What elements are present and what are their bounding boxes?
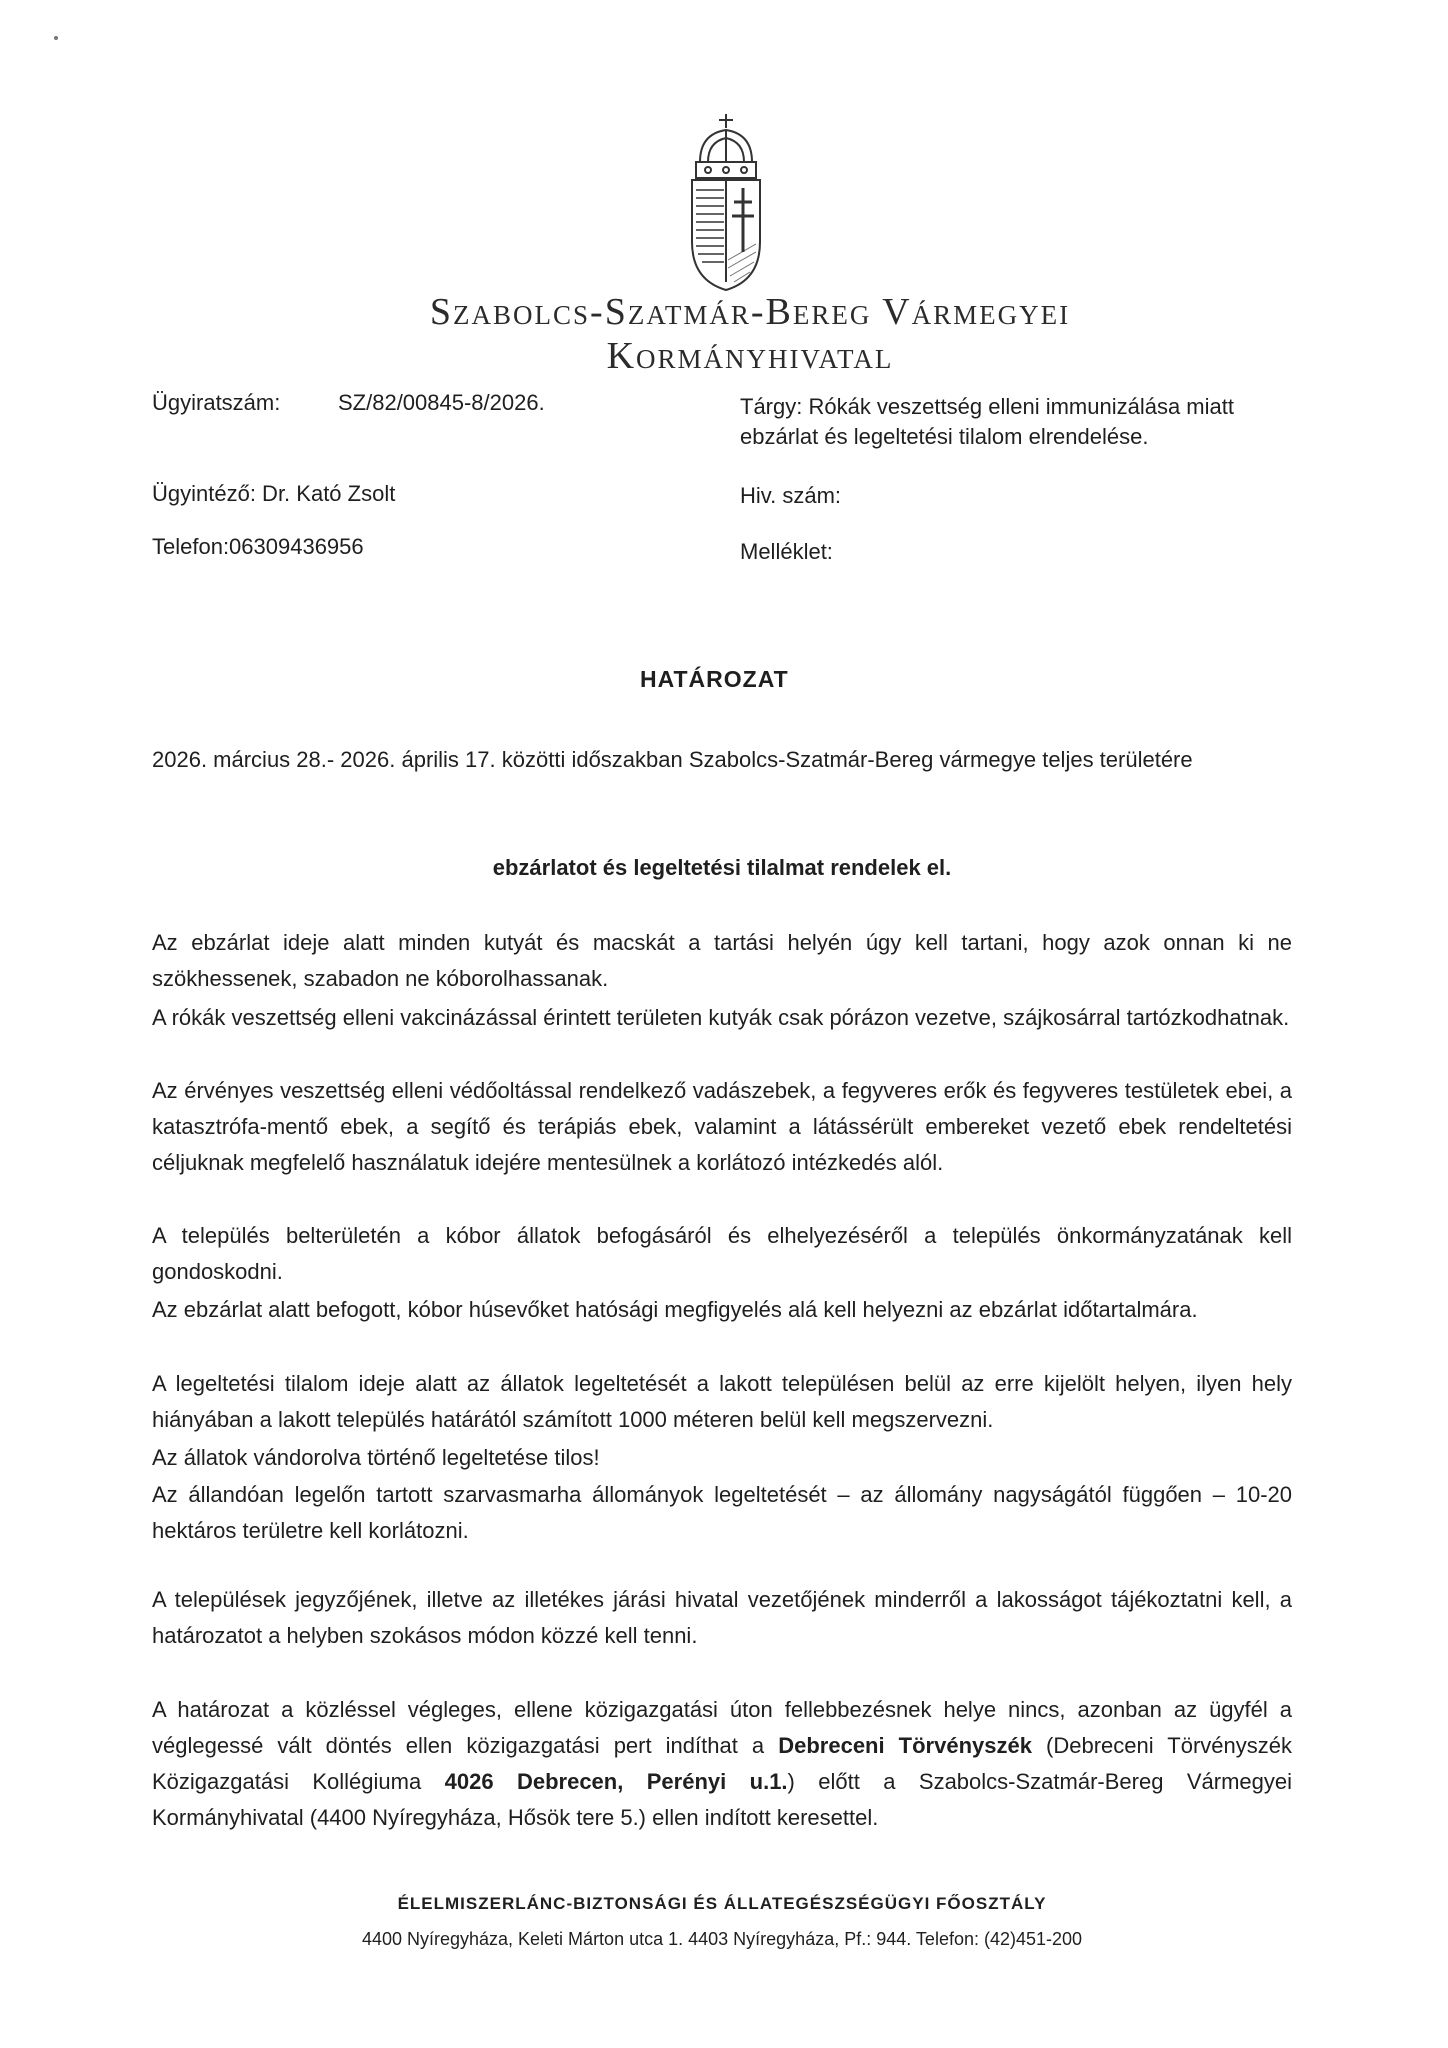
hungarian-coat-of-arms-icon [686, 112, 766, 294]
case-number-label: Ügyiratszám: [152, 390, 281, 415]
scan-speck [54, 36, 58, 40]
subject-line2: ebzárlat és legeltetési tilalom elrendelése. [740, 424, 1149, 449]
rule-paragraph: A legeltetési tilalom ideje alatt az állatok legeltetését a lakott településen belül az erre kijelölt helyen, ilyen hely hiányában a lakott település határától számított 1000 méteren belül kell megszervezni. [152, 1371, 1292, 1432]
appeal-text: ) előtt a Szabolcs-Szatmár-Bereg Vármegyei Kormányhivatal (4400 Nyíregyháza, Hősök tere 5.) ellen indított keresettel. [152, 1769, 1292, 1830]
appeal-paragraph [152, 1692, 1292, 1836]
appeal-text: A határozat a közléssel végleges, ellene közigazgatási úton fellebbezésnek helye nincs, azonban az ügyfél a véglegessé vált döntés ellen közigazgatási pert indíthat a [152, 1697, 1292, 1758]
rule-paragraph: Az állandóan legelőn tartott szarvasmarha állományok legeltetését – az állomány nagyságától függően – 10-20 hektáros területre kell korlátozni. [152, 1482, 1292, 1543]
rule-paragraph: A település belterületén a kóbor állatok befogásáról és elhelyezéséről a település önkormányzatának kell gondoskodni. [152, 1223, 1292, 1284]
court-address: 4026 Debrecen, Perényi u.1. [444, 1769, 788, 1794]
rule-paragraph: Az ebzárlat ideje alatt minden kutyát és macskát a tartási helyén úgy kell tartani, hogy azok onnan ki ne szökhessenek, szabadon ne kóborolhassanak. [152, 930, 1292, 991]
intro-paragraph: 2026. március 28.- 2026. április 17. közötti időszakban Szabolcs-Szatmár-Bereg vármegye teljes területére [152, 747, 1193, 772]
rule-paragraph: A rókák veszettség elleni vakcinázással érintett területen kutyák csak pórázon vezetve, szájkosárral tartózkodhatnak. [152, 1005, 1290, 1030]
case-number-value: SZ/82/00845-8/2026. [338, 390, 545, 415]
rule-paragraph: Az érvényes veszettség elleni védőoltással rendelkező vadászebek, a fegyveres erők és fegyveres testületek ebei, a katasztrófa-mentő ebek, a segítő és terápiás ebek, valamint a látássérült embereket vezető ebek rendeltetési céljuknak megfelelő használatuk idejére mentesülnek a korlátozó intézkedés alól. [152, 1078, 1292, 1175]
officer-phone: Telefon:06309436956 [152, 534, 364, 559]
agency-name-line1: Szabolcs-Szatmár-Bereg Vármegyei [429, 291, 1071, 333]
court-name: Debreceni Törvényszék [778, 1733, 1032, 1758]
notice-paragraph: A települések jegyzőjének, illetve az illetékes járási hivatal vezetőjének minderről a lakosságot tájékoztatni kell, a határozatot a helyben szokásos módon közzé kell tenni. [152, 1587, 1292, 1648]
appeal-text: (Debreceni Törvényszék Közigazgatási Kollégiuma [152, 1733, 1292, 1794]
subject-line1: Tárgy: Rókák veszettség elleni immunizálása miatt [740, 394, 1234, 419]
rule-paragraph: Az állatok vándorolva történő legeltetése tilos! [152, 1445, 600, 1470]
attachment: Melléklet: [740, 539, 833, 564]
footer-address: 4400 Nyíregyháza, Keleti Márton utca 1. 4403 Nyíregyháza, Pf.: 944. Telefon: (42)451-200 [361, 1929, 1083, 1949]
document-title: HATÁROZAT [640, 666, 789, 692]
decree-statement: ebzárlatot és legeltetési tilalmat rendelek el. [492, 855, 952, 880]
case-officer: Ügyintéző: Dr. Kató Zsolt [152, 481, 396, 506]
agency-name-line2: Kormányhivatal [606, 335, 894, 377]
rule-paragraph: Az ebzárlat alatt befogott, kóbor húsevőket hatósági megfigyelés alá kell helyezni az ebzárlat időtartalmára. [152, 1297, 1198, 1322]
reference-number: Hiv. szám: [740, 483, 842, 508]
footer-department: ÉLELMISZERLÁNC-BIZTONSÁGI ÉS ÁLLATEGÉSZSÉGÜGYI FŐOSZTÁLY [397, 1894, 1047, 1913]
